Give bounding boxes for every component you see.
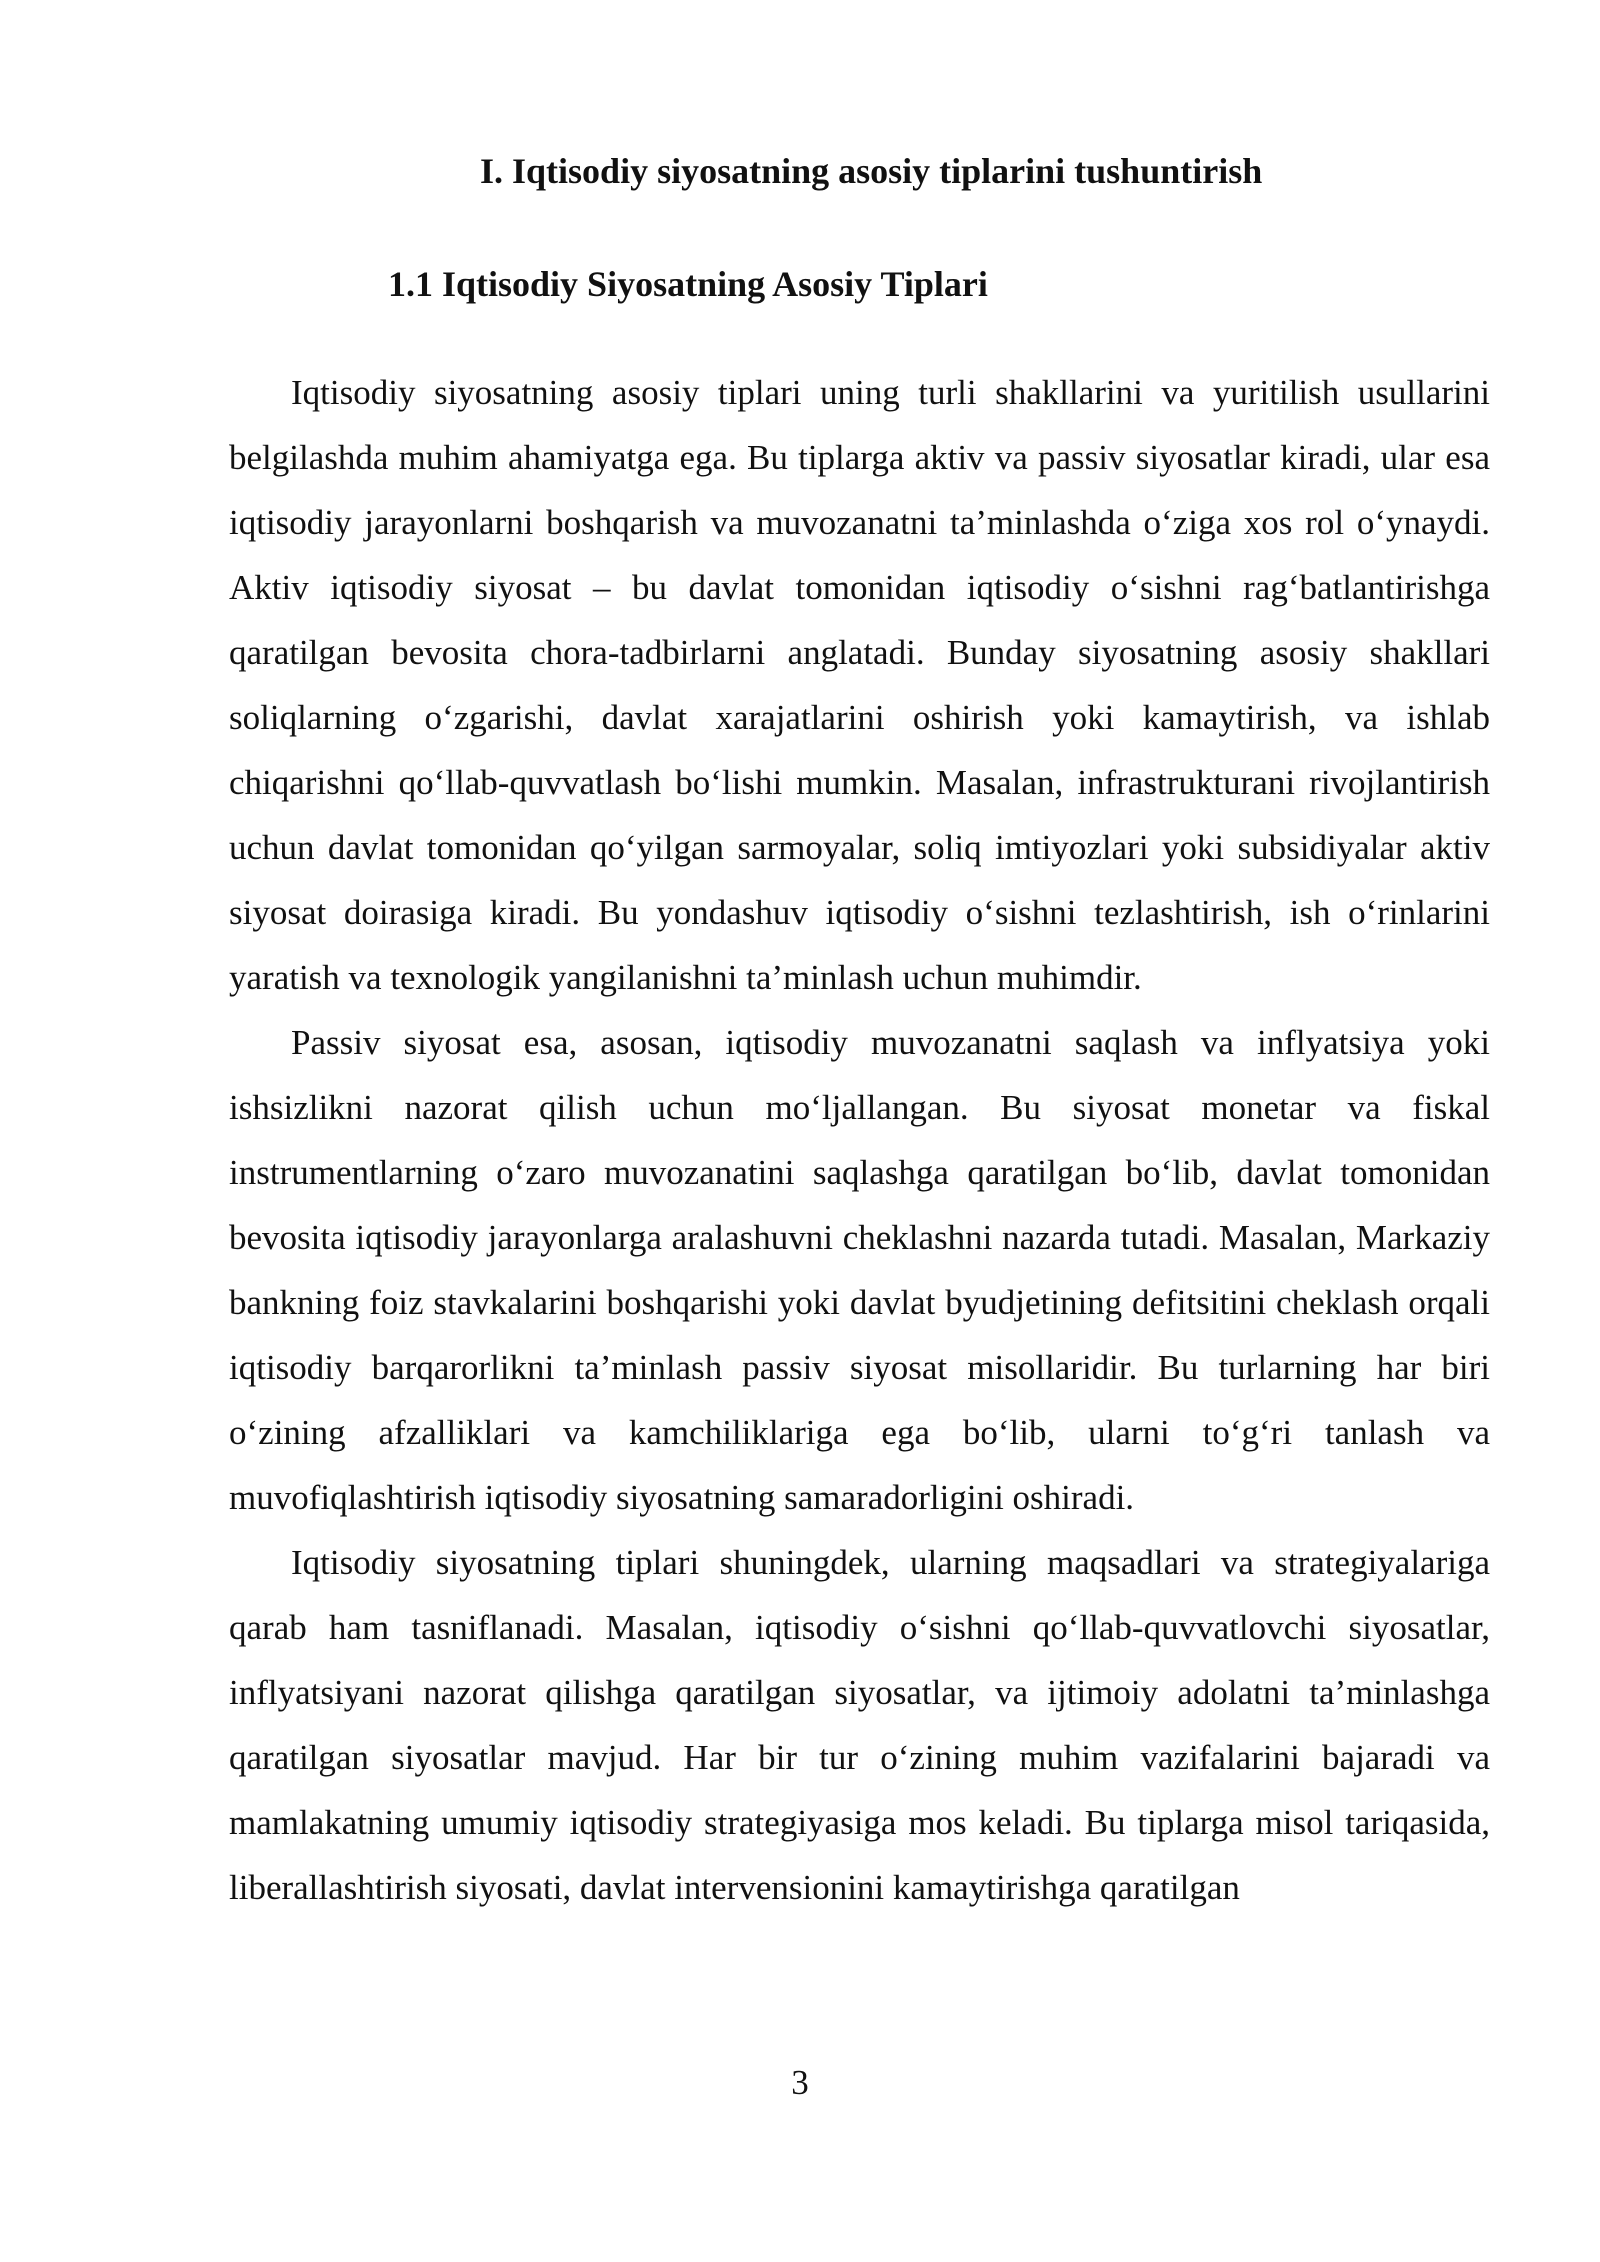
body-text [229, 360, 1490, 1920]
chapter-title: I. Iqtisodiy siyosatning asosiy tiplarini tushuntirish [480, 151, 1263, 191]
paragraph-3: Iqtisodiy siyosatning tiplari shuningdek, ularning maqsadlari va strategiyalariga qarab ham tasniflanadi. Masalan, iqtisodiy o‘sishni qo‘llab-quvvatlovchi siyosatlar, inflyatsiyani nazorat qilishga qaratilgan siyosatlar, va ijtimoiy adolatni ta’minlashga qaratilgan siyosatlar mavjud. Har bir tur o‘zining muhim vazifalarini bajaradi va mamlakatning umumiy iqtisodiy strategiyasiga mos keladi. Bu tiplarga misol tariqasida, liberallashtirish siyosati, davlat intervensionini kamaytirishga qaratilgan [229, 1543, 1490, 1907]
paragraph-2: Passiv siyosat esa, asosan, iqtisodiy muvozanatni saqlash va inflyatsiya yoki ishsizlikni nazorat qilish uchun mo‘ljallangan. Bu siyosat monetar va fiskal instrumentlarning o‘zaro muvozanatini saqlashga qaratilgan bo‘lib, davlat tomonidan bevosita iqtisodiy jarayonlarga aralashuvni cheklashni nazarda tutadi. Masalan, Markaziy bankning foiz stavkalarini boshqarishi yoki davlat byudjetining defitsitini cheklash orqali iqtisodiy barqarorlikni ta’minlash passiv siyosat misollaridir. Bu turlarning har biri o‘zining afzalliklari va kamchiliklariga ega bo‘lib, ularni to‘g‘ri tanlash va muvofiqlashtirish iqtisodiy siyosatning samaradorligini oshiradi. [229, 1023, 1490, 1517]
section-title: 1.1 Iqtisodiy Siyosatning Asosiy Tiplari [388, 264, 988, 304]
page-number: 3 [791, 2063, 809, 2102]
paragraph-1: Iqtisodiy siyosatning asosiy tiplari uning turli shakllarini va yuritilish usullarini belgilashda muhim ahamiyatga ega. Bu tiplarga aktiv va passiv siyosatlar kiradi, ular esa iqtisodiy jarayonlarni boshqarish va muvozanatni ta’minlashda o‘ziga xos rol o‘ynaydi. Aktiv iqtisodiy siyosat – bu davlat tomonidan iqtisodiy o‘sishni rag‘batlantirishga qaratilgan bevosita chora-tadbirlarni anglatadi. Bunday siyosatning asosiy shakllari soliqlarning o‘zgarishi, davlat xarajatlarini oshirish yoki kamaytirish, va ishlab chiqarishni qo‘llab-quvvatlash bo‘lishi mumkin. Masalan, infrastrukturani rivojlantirish uchun davlat tomonidan qo‘yilgan sarmoyalar, soliq imtiyozlari yoki subsidiyalar aktiv siyosat doirasiga kiradi. Bu yondashuv iqtisodiy o‘sishni tezlashtirish, ish o‘rinlarini yaratish va texnologik yangilanishni ta’minlash uchun muhimdir. [229, 373, 1490, 997]
